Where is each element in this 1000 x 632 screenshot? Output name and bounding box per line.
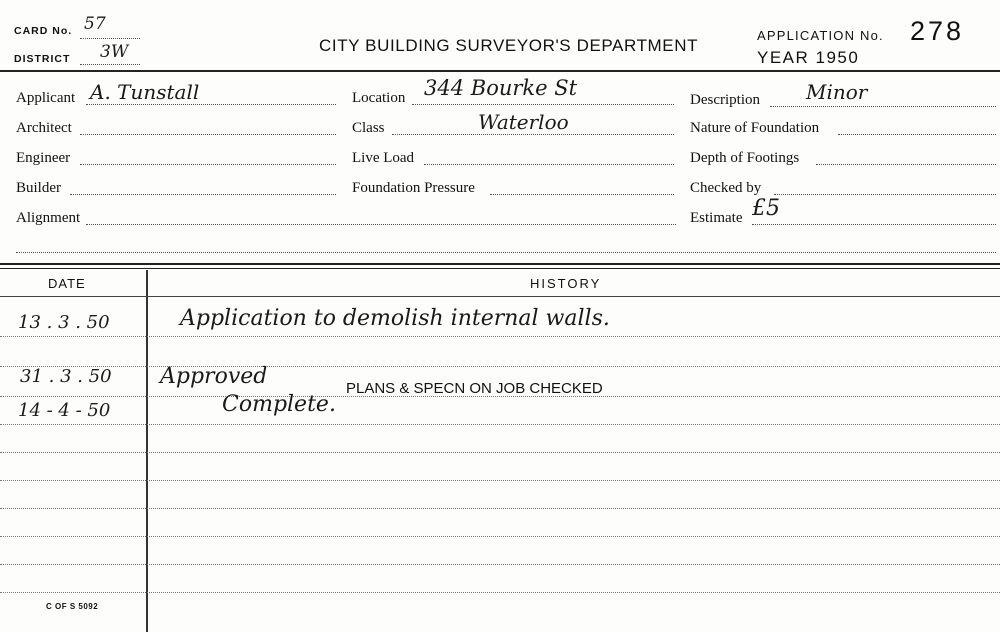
description-label: Description bbox=[690, 92, 760, 108]
location-label: Location bbox=[352, 90, 406, 106]
row-1-entry: Application to demolish internal walls. bbox=[180, 306, 610, 331]
date-column-divider bbox=[146, 270, 148, 632]
row-2-entry: Approved bbox=[160, 364, 268, 389]
table-top-border bbox=[0, 263, 1000, 265]
applicant-label: Applicant bbox=[16, 90, 76, 106]
engineer-label: Engineer bbox=[16, 150, 71, 166]
history-header: HISTORY bbox=[530, 276, 602, 291]
table-top-border-inner bbox=[0, 268, 1000, 269]
district-value: 3W bbox=[100, 42, 129, 62]
depth-of-footings-label: Depth of Footings bbox=[690, 150, 800, 166]
foundation-pressure-label: Foundation Pressure bbox=[352, 180, 475, 196]
row-3-date: 14 - 4 - 50 bbox=[18, 400, 111, 421]
row-1-date: 13 . 3 . 50 bbox=[18, 312, 110, 333]
year-label: YEAR 1950 bbox=[757, 48, 860, 67]
estimate-label: Estimate bbox=[690, 210, 743, 226]
applicant-value: A. Tunstall bbox=[90, 80, 200, 104]
live-load-label: Live Load bbox=[352, 150, 415, 166]
header-divider bbox=[0, 70, 1000, 72]
class-value: Waterloo bbox=[478, 110, 569, 134]
department-title: CITY BUILDING SURVEYOR'S DEPARTMENT bbox=[319, 36, 699, 55]
builder-label: Builder bbox=[16, 180, 61, 196]
header-row-line bbox=[0, 296, 1000, 297]
card-no-value: 57 bbox=[84, 14, 106, 34]
architect-label: Architect bbox=[16, 120, 72, 136]
application-no-value: 278 bbox=[910, 16, 965, 46]
location-value: 344 Bourke St bbox=[424, 76, 578, 100]
form-code: C OF S 5092 bbox=[46, 602, 99, 611]
card-no-label: CARD No. bbox=[14, 25, 73, 37]
alignment-label: Alignment bbox=[16, 210, 81, 226]
application-no-label: APPLICATION No. bbox=[757, 28, 884, 43]
date-header: DATE bbox=[48, 276, 86, 291]
class-label: Class bbox=[352, 120, 385, 136]
estimate-value: £5 bbox=[752, 196, 780, 221]
description-value: Minor bbox=[806, 80, 868, 104]
checked-by-label: Checked by bbox=[690, 180, 762, 196]
district-label: DISTRICT bbox=[14, 53, 71, 65]
stamp-plans-checked: PLANS & SPECN ON JOB CHECKED bbox=[346, 380, 603, 397]
row-3-entry: Complete. bbox=[222, 392, 336, 417]
row-2-date: 31 . 3 . 50 bbox=[20, 366, 112, 387]
nature-of-foundation-label: Nature of Foundation bbox=[690, 120, 820, 136]
